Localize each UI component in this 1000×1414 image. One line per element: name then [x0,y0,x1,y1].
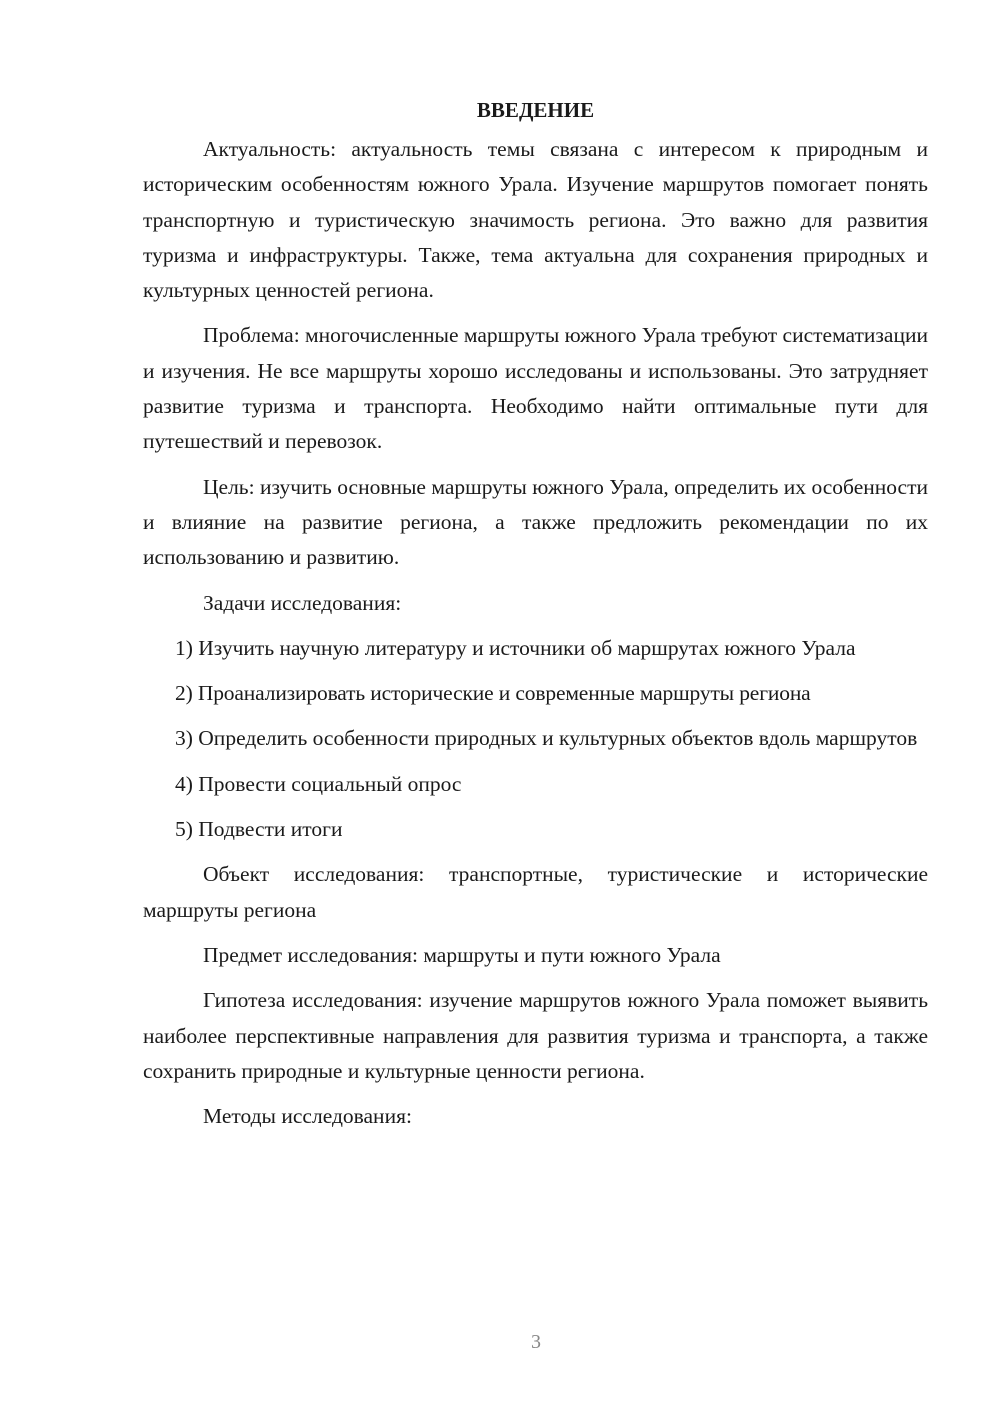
object-paragraph: Объект исследования: транспортные, туристические и исторические маршруты региона [143,862,928,922]
task-item-4: 4) Провести социальный опрос [175,771,462,796]
subject-paragraph: Предмет исследования: маршруты и пути южного Урала [203,942,721,967]
task-item-2: 2) Проанализировать исторические и современные маршруты региона [175,681,811,706]
task-item-5: 5) Подвести итоги [175,817,343,842]
hypothesis-paragraph: Гипотеза исследования: изучение маршрутов южного Урала поможет выявить наиболее перспективные направления для развития туризма и транспорта, а также сохранить природные и культурные ценности региона. [143,988,928,1083]
page-number: 3 [531,1331,541,1353]
tasks-heading: Задачи исследования: [203,590,402,615]
page-body [143,92,928,1144]
task-item-1: 1) Изучить научную литературу и источники об маршрутах южного Урала [175,635,856,660]
task-item-3: 3) Определить особенности природных и культурных объектов вдоль маршрутов [175,726,918,751]
problem-paragraph: Проблема: многочисленные маршруты южного Урала требуют систематизации и изучения. Не все маршруты хорошо исследованы и использованы. Это затрудняет развитие туризма и транспорта. Необходимо найти оптимальные пути для путешествий и перевозок. [143,323,928,454]
section-title: ВВЕДЕНИЕ [476,98,595,122]
methods-heading: Методы исследования: [203,1104,412,1129]
goal-paragraph: Цель: изучить основные маршруты южного Урала, определить их особенности и влияние на развитие региона, а также предложить рекомендации по их использованию и развитию. [143,474,928,570]
relevance-paragraph: Актуальность: актуальность темы связана с интересом к природным и историческим особенностям южного Урала. Изучение маршрутов помогает понять транспортную и туристическую значимость региона. Это важно для развития туризма и инфраструктуры. Также, тема актуальна для сохранения природных и культурных ценностей региона. [143,137,928,303]
